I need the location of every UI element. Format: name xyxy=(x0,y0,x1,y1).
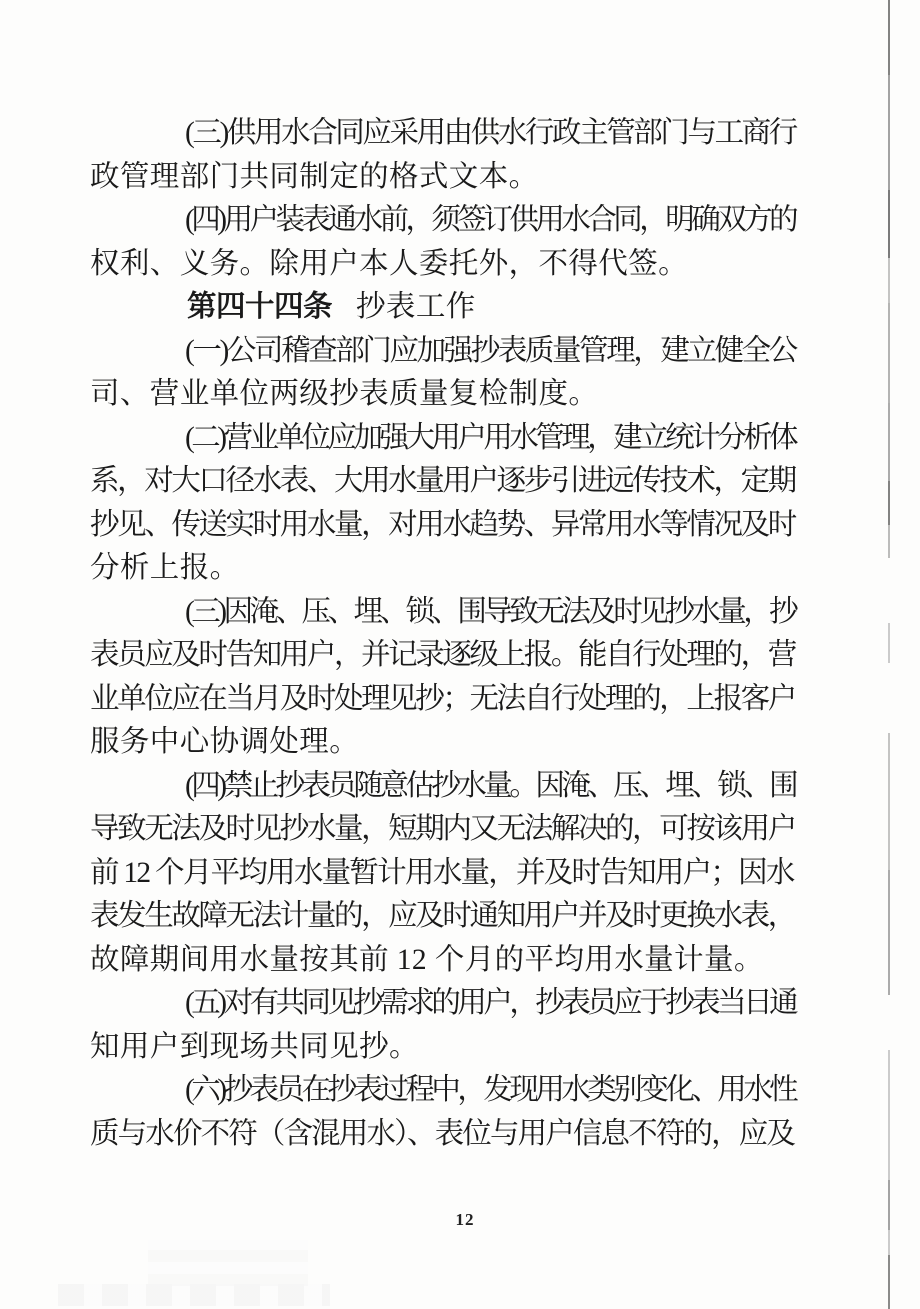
text-line: 系，对大口径水表、大用水量用户逐步引进远传技术，定期 xyxy=(90,465,795,497)
scan-smudge-bottom-left xyxy=(58,1284,330,1306)
scan-line-segment xyxy=(888,303,890,403)
scan-line-segment xyxy=(888,1230,890,1255)
text-line: (五)对有共同见抄需求的用户，抄表员应于抄表当日通 xyxy=(185,987,796,1019)
scan-line-segment xyxy=(888,0,890,75)
text-line: 司、营业单位两级抄表质量复检制度。 xyxy=(90,378,599,410)
scan-line-segment xyxy=(888,258,890,303)
scan-line-segment xyxy=(888,481,890,525)
text-line: 表发生故障无法计量的，应及时通知用户并及时更换水表， xyxy=(90,900,795,932)
article-heading xyxy=(90,286,810,330)
text-line: (二)营业单位应加强大用户用水管理，建立统计分析体 xyxy=(185,421,796,454)
text-line: (六)抄表员在抄表过程中，发现用水类别变化、用水性 xyxy=(185,1074,796,1106)
document-body xyxy=(90,112,810,1156)
text-line: 前 12 个月平均用水量暂计用水量，并及时告知用户；因水 xyxy=(90,856,794,889)
text-line: (四)用户装表通水前，须签订供用水合同，明确双方的 xyxy=(185,204,796,236)
scan-line-segment xyxy=(888,1050,890,1180)
text-line: 质与水价不符（含混用水）、表位与用户信息不符的，应及 xyxy=(90,1117,795,1150)
text-line: 故障期间用水量按其前 12 个月的平均用水量计量。 xyxy=(90,943,764,976)
text-line: (一)公司稽查部门应加强抄表质量管理，建立健全公 xyxy=(185,334,796,367)
text-line: 分析上报。 xyxy=(90,552,240,584)
text-line: 服务中心协调处理。 xyxy=(90,726,360,758)
scan-line-segment xyxy=(888,525,890,558)
scan-line-segment xyxy=(888,75,890,190)
scan-line-segment xyxy=(888,623,890,663)
text-line: 权利、义务。除用户本人委托外，不得代签。 xyxy=(90,247,689,280)
text-line: (三)因淹、压、埋、锁、围导致无法及时见抄水量，抄 xyxy=(185,595,796,628)
scan-line-segment xyxy=(888,190,890,258)
text-line: 知用户到现场共同见抄。 xyxy=(90,1030,419,1063)
scan-line-segment xyxy=(888,403,890,481)
text-line: 业单位应在当月及时处理见抄；无法自行处理的，上报客户 xyxy=(90,682,795,715)
scan-line-segment xyxy=(888,733,890,870)
article-title: 抄表工作 xyxy=(356,291,476,323)
text-line: 表员应及时告知用户，并记录逐级上报。能自行处理的，营 xyxy=(90,639,795,671)
text-line: 政管理部门共同制定的格式文本。 xyxy=(90,160,539,193)
text-line: (三)供用水合同应采用由供水行政主管部门与工商行 xyxy=(185,117,796,149)
page-number: 12 xyxy=(455,1210,475,1229)
text-line: (四)禁止抄表员随意估抄水量。因淹、压、埋、锁、围 xyxy=(185,769,796,802)
scan-line-segment xyxy=(888,1255,890,1309)
text-line: 导致无法及时见抄水量，短期内又无法解决的，可按该用户 xyxy=(90,813,795,845)
text-line: 抄见、传送实时用水量，对用水趋势、异常用水等情况及时 xyxy=(90,508,795,541)
scan-line-segment xyxy=(888,870,890,995)
article-number: 第四十四条 xyxy=(187,291,333,323)
scan-smudge-bottom-left-2 xyxy=(148,1240,308,1286)
